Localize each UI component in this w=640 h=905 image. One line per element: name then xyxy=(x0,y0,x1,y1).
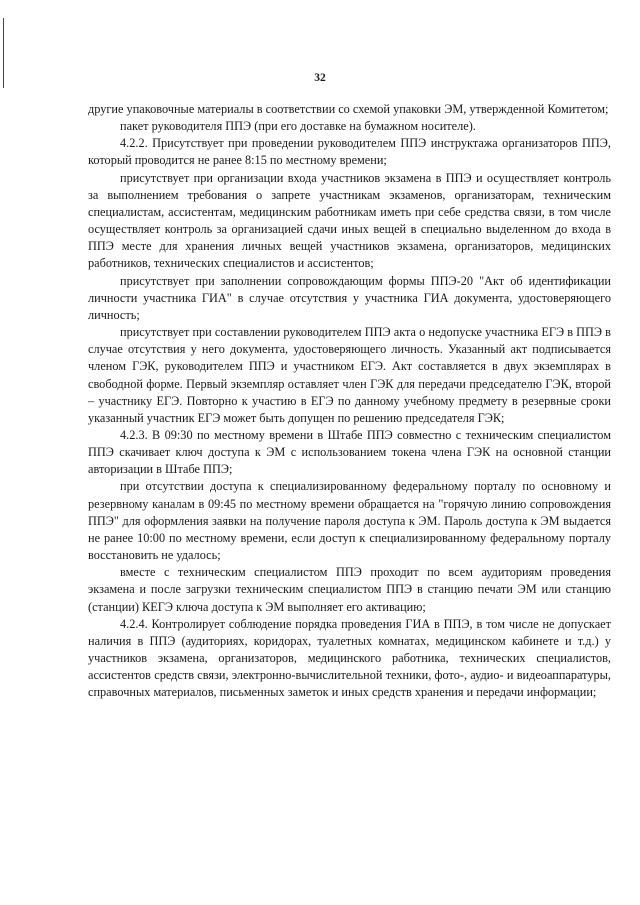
page-number: 32 xyxy=(314,72,326,84)
paragraph-non-admission-act: присутствует при составлении руководителем ППЭ акта о недопуске участника ЕГЭ в ППЭ в случае отсутствия у него документа, удостоверяющего личность. Указанный акт подписывается членом ГЭК, руководителем ППЭ и участником ЕГЭ. Акт составляется в двух экземплярах в свободной форме. Первый экземпляр оставляет член ГЭК для передачи председателю ГЭК, второй – участнику ЕГЭ. Повторно к участию в ЕГЭ по данному учебному предмету в резервные сроки указанный участник ЕГЭ может быть допущен по решению председателя ГЭК; xyxy=(88,325,611,425)
paragraph-hotline: при отсутствии доступа к специализированному федеральному порталу по основному и резервному каналам в 09:45 по местному времени обращается на "горячую линию сопровождения ППЭ" для оформления заявки на получение пароля доступа к ЭМ. Пароль доступа к ЭМ выдается не ранее 10:00 по местному времени, если доступ к специализированному федеральному порталу восстановить не удалось; xyxy=(88,479,611,563)
paragraph-entry-control: присутствует при организации входа участников экзамена в ППЭ и осуществляет контроль за выполнением требования о запрете участникам экзаменов, организаторам, техническим специалистам, ассистентам, медицинским работникам иметь при себе средства связи, в том числе осуществляет контроль за организацией сдачи иных вещей в специально выделенном до входа в ППЭ месте для хранения личных вещей участников экзамена, организаторов, медицинских работников, технических специалистов и ассистентов; xyxy=(88,170,611,271)
paragraph-identification-act: присутствует при заполнении сопровождающим формы ППЭ-20 "Акт об идентификации личности участника ГИА" в случае отсутствия у участника ГИА документа, удостоверяющего личность; xyxy=(88,273,611,322)
paragraph-4-2-3: 4.2.3. В 09:30 по местному времени в Штабе ППЭ совместно с техническим специалистом ППЭ скачивает ключ доступа к ЭМ с использованием токена члена ГЭК на основной станции авторизации в Штабе ППЭ; xyxy=(88,427,611,477)
paragraph-4-2-2: 4.2.2. Присутствует при проведении руководителем ППЭ инструктажа организаторов ППЭ, который проводится не ранее 8:15 по местному времени; xyxy=(88,136,611,168)
paragraph-packing-materials: другие упаковочные материалы в соответствии со схемой упаковки ЭМ, утвержденной Комитетом; xyxy=(88,102,609,116)
paragraph-activation: вместе с техническим специалистом ППЭ проходит по всем аудиториям проведения экзамена и после загрузки техническим специалистом ППЭ в станцию печати ЭМ или станцию (станции) КЕГЭ ключа доступа к ЭМ выполняет его активацию; xyxy=(88,565,611,614)
paragraph-4-2-4: 4.2.4. Контролирует соблюдение порядка проведения ГИА в ППЭ, в том числе не допускает наличия в ППЭ (аудиториях, коридорах, туалетных комнатах, медицинском кабинете и т.д.) у участников экзамена, организаторов, медицинского работника, технических специалистов, ассистентов средств связи, электронно-вычислительной техники, фото-, аудио- и видеоаппаратуры, справочных материалов, письменных заметок и иных средств хранения и передачи информации; xyxy=(88,616,611,700)
document-body xyxy=(88,101,611,701)
paragraph-head-package: пакет руководителя ППЭ (при его доставке на бумажном носителе). xyxy=(120,119,476,134)
